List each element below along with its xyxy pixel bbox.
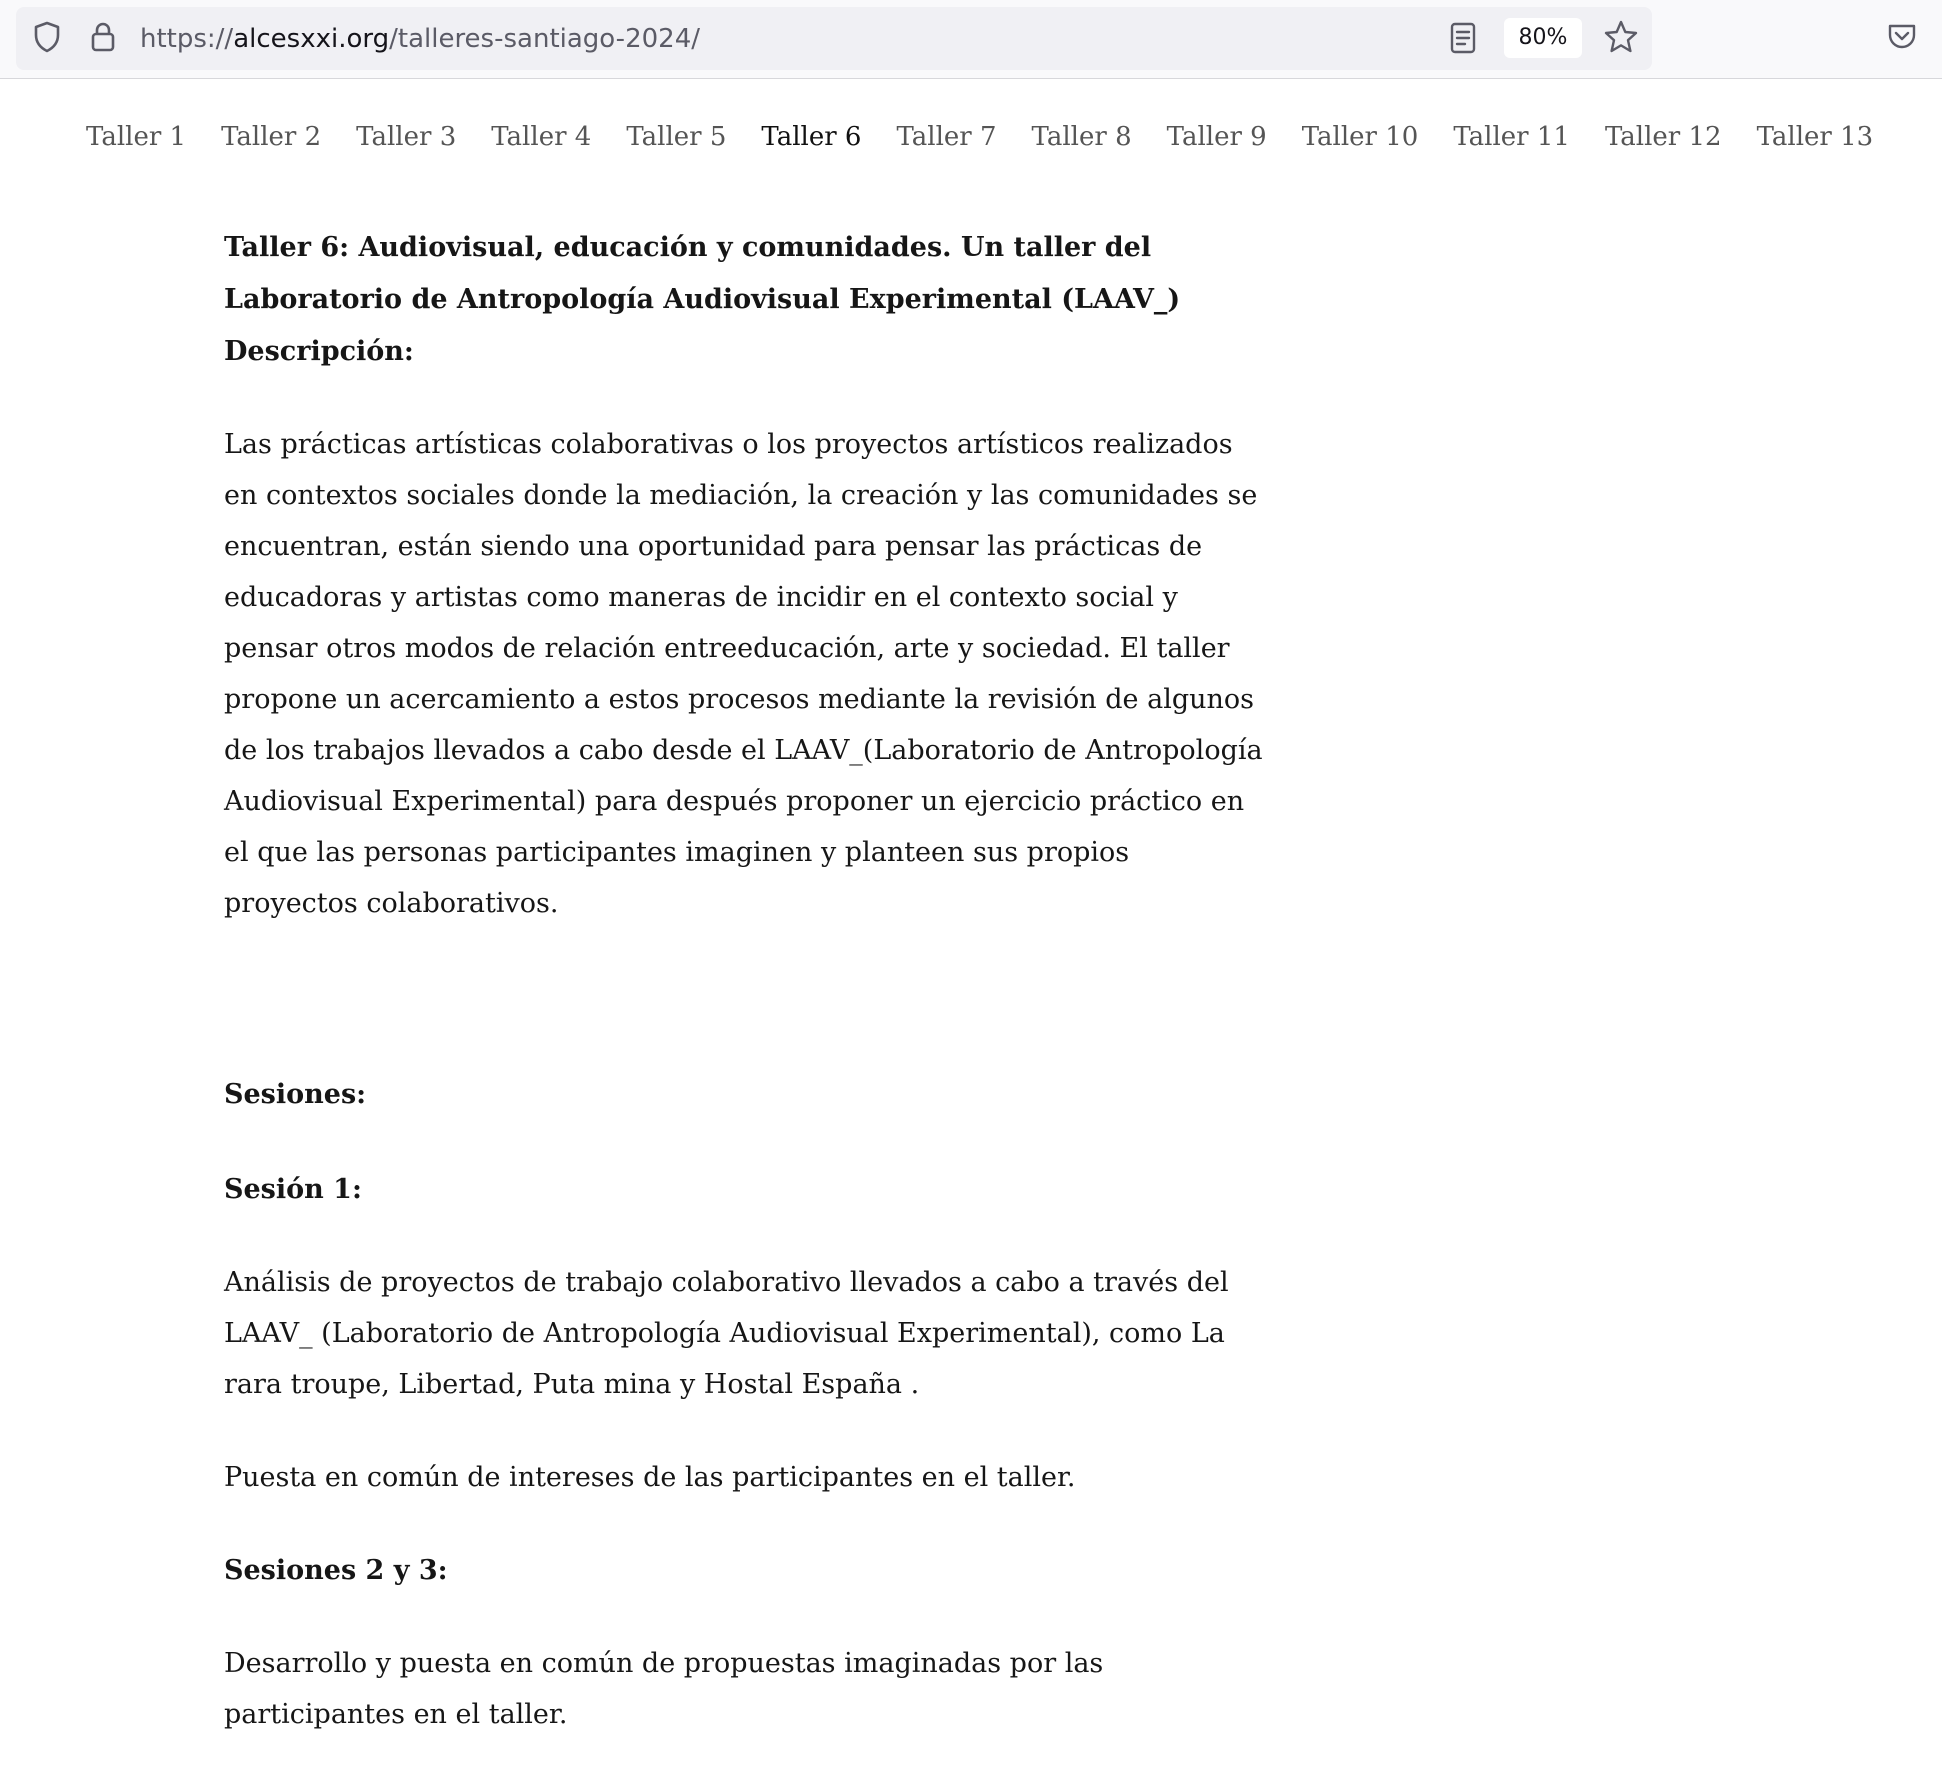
- sessions-heading: Sesiones:: [224, 1079, 367, 1110]
- title-label: Taller 6:: [224, 232, 350, 263]
- url-text[interactable]: [140, 19, 700, 59]
- taller-navigation: [86, 112, 1873, 162]
- description-heading: Descripción:: [224, 336, 414, 367]
- nav-taller-10[interactable]: Taller 10: [1301, 122, 1419, 152]
- reader-view-icon[interactable]: [1448, 20, 1478, 56]
- nav-taller-13[interactable]: Taller 13: [1756, 122, 1874, 152]
- nav-taller-12[interactable]: Taller 12: [1604, 122, 1722, 152]
- nav-taller-1[interactable]: Taller 1: [86, 122, 187, 152]
- nav-taller-3[interactable]: Taller 3: [356, 122, 457, 152]
- url-domain: alcesxxi.org: [233, 24, 390, 54]
- browser-toolbar: [0, 0, 1942, 79]
- bookmark-star-icon[interactable]: [1602, 18, 1640, 56]
- nav-taller-2[interactable]: Taller 2: [221, 122, 322, 152]
- nav-taller-5[interactable]: Taller 5: [626, 122, 727, 152]
- pocket-icon[interactable]: [1886, 20, 1918, 54]
- lock-icon[interactable]: [88, 20, 118, 54]
- session-1-heading: Sesión 1:: [224, 1174, 362, 1205]
- description-body: Las prácticas artísticas colaborativas o los proyectos artísticos realizados en contextos sociales donde la mediación, la creación y las comunidades se encuentran, están siendo una oportunidad para pensar las prácticas de educadoras y artistas como maneras de incidir en el contexto social y pensar otros modos de relación entreeducación, arte y sociedad. El taller propone un acercamiento a estos procesos mediante la revisión de algunos de los trabajos llevados a cabo desde el LAAV_(Laboratorio de Antropología Audiovisual Experimental) para después proponer un ejercicio práctico en el que las personas participantes imaginen y planteen sus propios proyectos colaborativos.: [224, 429, 1263, 919]
- article-content: [224, 222, 1264, 1740]
- shield-icon[interactable]: [32, 20, 62, 54]
- nav-taller-11[interactable]: Taller 11: [1453, 122, 1570, 152]
- article-title: [224, 222, 1264, 326]
- sessions-2-3-heading: Sesiones 2 y 3:: [224, 1555, 448, 1586]
- nav-taller-7[interactable]: Taller 7: [896, 122, 997, 152]
- nav-taller-4[interactable]: Taller 4: [491, 122, 592, 152]
- url-prefix: https://: [140, 24, 234, 54]
- title-text: Audiovisual, educación y comunidades. Un taller del Laboratorio de Antropología Audiovisual Experimental (LAAV_): [224, 232, 1181, 315]
- session-1-body: Análisis de proyectos de trabajo colaborativo llevados a cabo a través del LAAV_ (Laboratorio de Antropología Audiovisual Experimental), como La rara troupe, Libertad, Puta mina y Hostal España .: [224, 1267, 1229, 1400]
- sessions-2-3-body: Desarrollo y puesta en común de propuestas imaginadas por las participantes en el taller.: [224, 1648, 1104, 1730]
- nav-taller-6[interactable]: Taller 6: [761, 122, 862, 152]
- session-1-body-2: Puesta en común de intereses de las participantes en el taller.: [224, 1462, 1076, 1493]
- nav-taller-9[interactable]: Taller 9: [1166, 122, 1267, 152]
- zoom-level-button[interactable]: 80%: [1504, 18, 1582, 58]
- url-path: /talleres-santiago-2024/: [389, 24, 700, 54]
- nav-taller-8[interactable]: Taller 8: [1031, 122, 1132, 152]
